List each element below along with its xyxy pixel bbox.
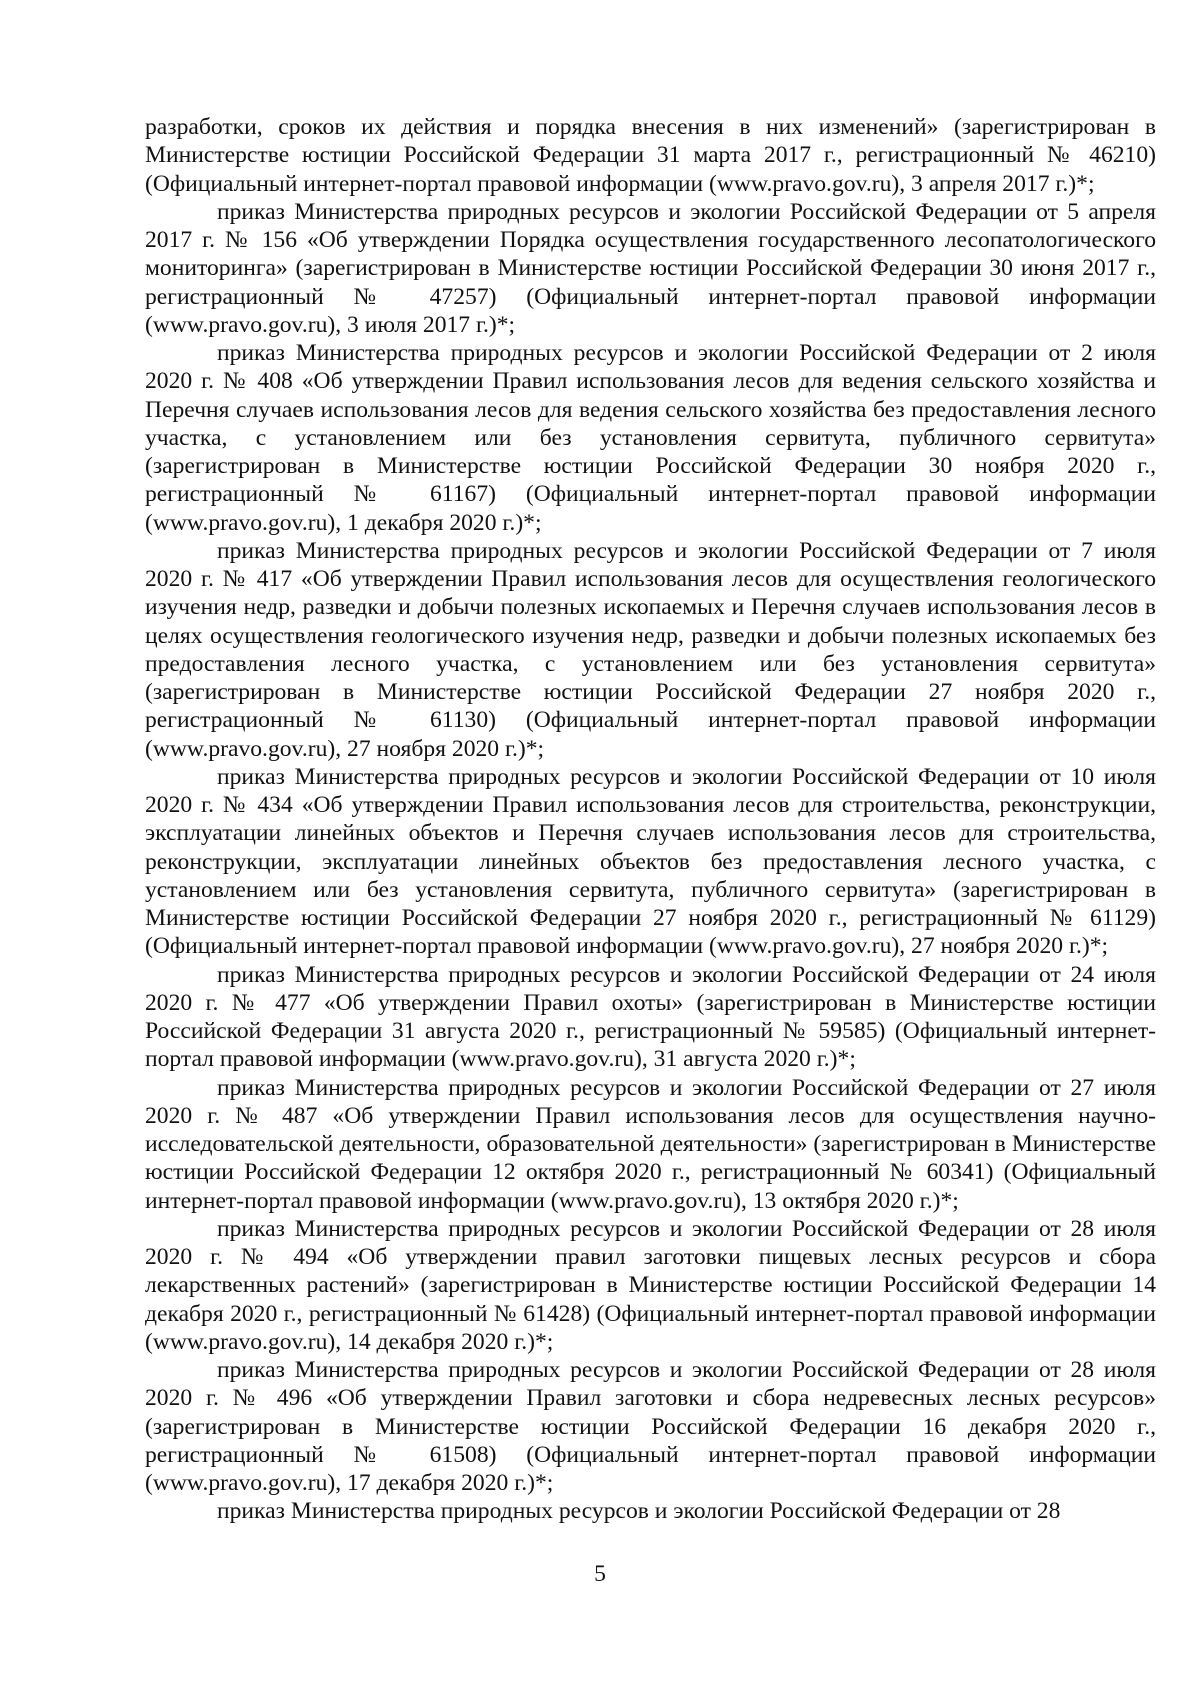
paragraph-order-408: приказ Министерства природных ресурсов и экологии Российской Федерации от 2 июля 2020 г. № 408 «Об утверждении Правил использования лесов для ведения сельского хозяйства и Перечня случаев использования лесов для ведения сельского хозяйства без предоставления лесного участка, с установлением или без установления сервитута, публичного сервитута» (зарегистрирован в Министерстве юстиции Российской Федерации 30 ноября 2020 г., регистрационный № 61167) (Официальный интернет-портал правовой информации (www.pravo.gov.ru), 1 декабря 2020 г.)*; (145, 340, 1156, 536)
paragraph-continuation: разработки, сроков их действия и порядка внесения в них изменений» (зарегистрирован в Министерстве юстиции Российской Федерации 31 марта 2017 г., регистрационный № 46210) (Официальный интернет-портал правовой информации (www.pravo.gov.ru), 3 апреля 2017 г.)*; (145, 114, 1156, 197)
paragraph-order-496: приказ Министерства природных ресурсов и экологии Российской Федерации от 28 июля 2020 г. № 496 «Об утверждении Правил заготовки и сбора недревесных лесных ресурсов» (зарегистрирован в Министерстве юстиции Российской Федерации 16 декабря 2020 г., регистрационный № 61508) (Официальный интернет-портал правовой информации (www.pravo.gov.ru), 17 декабря 2020 г.)*; (145, 1357, 1156, 1496)
paragraph-order-next: приказ Министерства природных ресурсов и экологии Российской Федерации от 28 (217, 1498, 1061, 1525)
paragraph-order-434: приказ Министерства природных ресурсов и экологии Российской Федерации от 10 июля 2020 г. № 434 «Об утверждении Правил использования лесов для строительства, реконструкции, эксплуатации линейных объектов и Перечня случаев использования лесов для строительства, реконструкции, эксплуатации линейных объектов без предоставления лесного участка, с установлением или без установления сервитута, публичного сервитута» (зарегистрирован в Министерстве юстиции Российской Федерации 27 ноября 2020 г., регистрационный № 61129) (Официальный интернет-портал правовой информации (www.pravo.gov.ru), 27 ноября 2020 г.)*; (145, 763, 1156, 960)
paragraph-order-487: приказ Министерства природных ресурсов и экологии Российской Федерации от 27 июля 2020 г. № 487 «Об утверждении Правил использования лесов для осуществления научно-исследовательской деятельности, образовательной деятельности» (зарегистрирован в Министерстве юстиции Российской Федерации 12 октября 2020 г., регистрационный № 60341) (Официальный интернет-портал правовой информации (www.pravo.gov.ru), 13 октября 2020 г.)*; (145, 1074, 1156, 1214)
paragraph-order-156: приказ Министерства природных ресурсов и экологии Российской Федерации от 5 апреля 2017 г. № 156 «Об утверждении Порядка осуществления государственного лесопатологического мониторинга» (зарегистрирован в Министерстве юстиции Российской Федерации 30 июня 2017 г., регистрационный № 47257) (Официальный интернет-портал правовой информации (www.pravo.gov.ru), 3 июля 2017 г.)*; (145, 198, 1156, 338)
page-number: 5 (594, 1561, 606, 1587)
paragraph-order-417: приказ Министерства природных ресурсов и экологии Российской Федерации от 7 июля 2020 г. № 417 «Об утверждении Правил использования лесов для осуществления геологического изучения недр, разведки и добычи полезных ископаемых и Перечня случаев использования лесов в целях осуществления геологического изучения недр, разведки и добычи полезных ископаемых без предоставления лесного участка, с установлением или без установления сервитута» (зарегистрирован в Министерстве юстиции Российской Федерации 27 ноября 2020 г., регистрационный № 61130) (Официальный интернет-портал правовой информации (www.pravo.gov.ru), 27 ноября 2020 г.)*; (145, 537, 1156, 762)
paragraph-order-477: приказ Министерства природных ресурсов и экологии Российской Федерации от 24 июля 2020 г. № 477 «Об утверждении Правил охоты» (зарегистрирован в Министерстве юстиции Российской Федерации 31 августа 2020 г., регистрационный № 59585) (Официальный интернет-портал правовой информации (www.pravo.gov.ru), 31 августа 2020 г.)*; (145, 961, 1156, 1073)
paragraph-order-494: приказ Министерства природных ресурсов и экологии Российской Федерации от 28 июля 2020 г. № 494 «Об утверждении правил заготовки пищевых лесных ресурсов и сбора лекарственных растений» (зарегистрирован в Министерстве юстиции Российской Федерации 14 декабря 2020 г., регистрационный № 61428) (Официальный интернет-портал правовой информации (www.pravo.gov.ru), 14 декабря 2020 г.)*; (145, 1215, 1156, 1355)
document-page (145, 113, 1156, 1526)
